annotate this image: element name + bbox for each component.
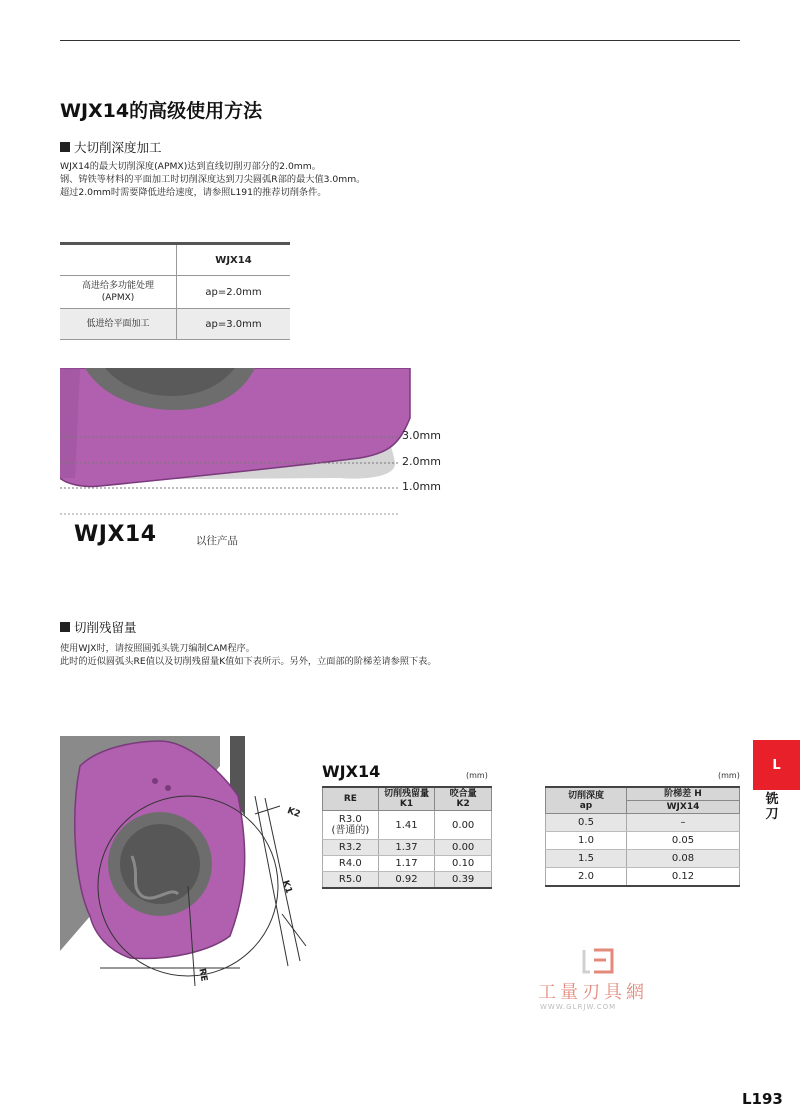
table-row <box>323 840 492 856</box>
table-row <box>60 276 290 309</box>
watermark-url: WWW.GLRJW.COM <box>540 1003 617 1011</box>
top-rule <box>60 40 740 41</box>
chapter-label: 铣刀 <box>765 792 779 822</box>
row-value: ap=3.0mm <box>177 309 291 340</box>
chapter-tab[interactable]: L <box>753 740 800 790</box>
watermark-text: 工量刃具網 <box>538 982 648 1003</box>
depth-label-1mm: 1.0mm <box>402 480 441 493</box>
step-table-unit: (mm) <box>718 771 740 780</box>
h-cell: 0.08 <box>627 850 740 868</box>
watermark-logo-icon <box>580 946 616 976</box>
re-table <box>322 786 492 889</box>
k2-label: K2 <box>285 806 302 820</box>
section1-paragraph <box>60 160 365 199</box>
depth-label-3mm: 3.0mm <box>402 429 441 442</box>
ap-cell: 2.0 <box>546 868 627 887</box>
re-cell-line: R3.0 <box>338 814 362 825</box>
paragraph-line: WJX14的最大切削深度(APMX)达到直线切削刃部分的2.0mm。 <box>60 161 321 172</box>
header-line: 切削残留量 <box>384 789 430 799</box>
square-bullet-icon <box>60 142 70 152</box>
paragraph-line: 使用WJX时，请按照圆弧头铣刀编制CAM程序。 <box>60 643 255 654</box>
insert-depth-figure <box>60 368 460 518</box>
k1-dimension-line <box>282 914 306 946</box>
k2-cell: 0.10 <box>435 856 492 872</box>
depth-label-2mm: 2.0mm <box>402 455 441 468</box>
table-header-cell: WJX14 <box>177 244 291 276</box>
section1-heading <box>60 138 162 156</box>
k2-cell: 0.00 <box>435 840 492 856</box>
section2-heading <box>60 618 137 636</box>
row-label-line: (APMX) <box>101 293 135 303</box>
insert-mark-dot <box>152 778 158 784</box>
paragraph-line: 超过2.0mm时需要降低进给速度，请参照L191的推荐切削条件。 <box>60 187 327 198</box>
product-name: WJX14 <box>74 522 157 547</box>
row-label-line: 高进给多功能处理 <box>81 281 154 291</box>
ap-cell: 1.0 <box>546 832 627 850</box>
square-bullet-icon <box>60 622 70 632</box>
col-header-k1 <box>378 787 435 811</box>
k1-cell: 1.17 <box>378 856 435 872</box>
k1-cell: 0.92 <box>378 872 435 889</box>
table-row <box>546 814 740 832</box>
col-header-re: RE <box>323 787 379 811</box>
header-line: ap <box>579 800 593 811</box>
re-table-title: WJX14 <box>322 762 381 781</box>
section1-heading-text: 大切削深度加工 <box>74 140 162 155</box>
row-label <box>60 276 177 309</box>
k1-cell: 1.37 <box>378 840 435 856</box>
re-table-unit: (mm) <box>466 771 488 780</box>
re-cell: R4.0 <box>323 856 379 872</box>
row-label: 低进给平面加工 <box>60 309 177 340</box>
table-corner-cell <box>60 244 177 276</box>
col-header-depth <box>546 787 627 814</box>
table-row <box>60 309 290 340</box>
col-header-k2 <box>435 787 492 811</box>
page-title: WJX14的高级使用方法 <box>60 100 263 122</box>
ap-cell: 0.5 <box>546 814 627 832</box>
col-header-step-sub: WJX14 <box>627 801 740 814</box>
insert-re-figure <box>60 736 320 996</box>
page-number: L193 <box>742 1090 783 1108</box>
header-line: K2 <box>456 799 470 809</box>
header-line: 咬合量 <box>449 789 477 799</box>
h-cell: 0.05 <box>627 832 740 850</box>
k2-cell: 0.00 <box>435 811 492 840</box>
k2-dimension-line <box>255 806 280 814</box>
previous-product-label: 以往产品 <box>196 535 238 547</box>
row-value: ap=2.0mm <box>177 276 291 309</box>
header-line: K1 <box>399 799 414 809</box>
table-row <box>323 811 492 840</box>
h-cell: 0.12 <box>627 868 740 887</box>
table-header-row <box>323 787 492 811</box>
re-cell <box>323 811 379 840</box>
step-table <box>545 786 740 887</box>
k2-cell: 0.39 <box>435 872 492 889</box>
insert-mark-dot <box>165 785 171 791</box>
table-row <box>546 850 740 868</box>
col-header-step: 阶梯差 H <box>627 787 740 801</box>
re-label: RE <box>196 967 209 983</box>
table-row <box>323 856 492 872</box>
k1-label: K1 <box>279 879 294 895</box>
paragraph-line: 钢、铸铁等材料的平面加工时切削深度达到刀尖圆弧R部的最大值3.0mm。 <box>60 174 366 185</box>
ap-cell: 1.5 <box>546 850 627 868</box>
section2-heading-text: 切削残留量 <box>74 620 137 635</box>
k1-cell: 1.41 <box>378 811 435 840</box>
re-cell-line: (普通的) <box>331 825 370 836</box>
table-header-row <box>546 787 740 801</box>
re-cell: R5.0 <box>323 872 379 889</box>
re-cell: R3.2 <box>323 840 379 856</box>
table-row <box>323 872 492 889</box>
table-header-row <box>60 244 290 276</box>
header-line: 切削深度 <box>567 790 604 801</box>
h-cell: – <box>627 814 740 832</box>
table-row <box>546 832 740 850</box>
paragraph-line: 此时的近似圆弧头RE值以及切削残留量K值如下表所示。另外，立面部的阶梯差请参照下表。 <box>60 656 437 667</box>
apmx-table <box>60 242 290 340</box>
table-row <box>546 868 740 887</box>
section2-paragraph <box>60 642 437 668</box>
